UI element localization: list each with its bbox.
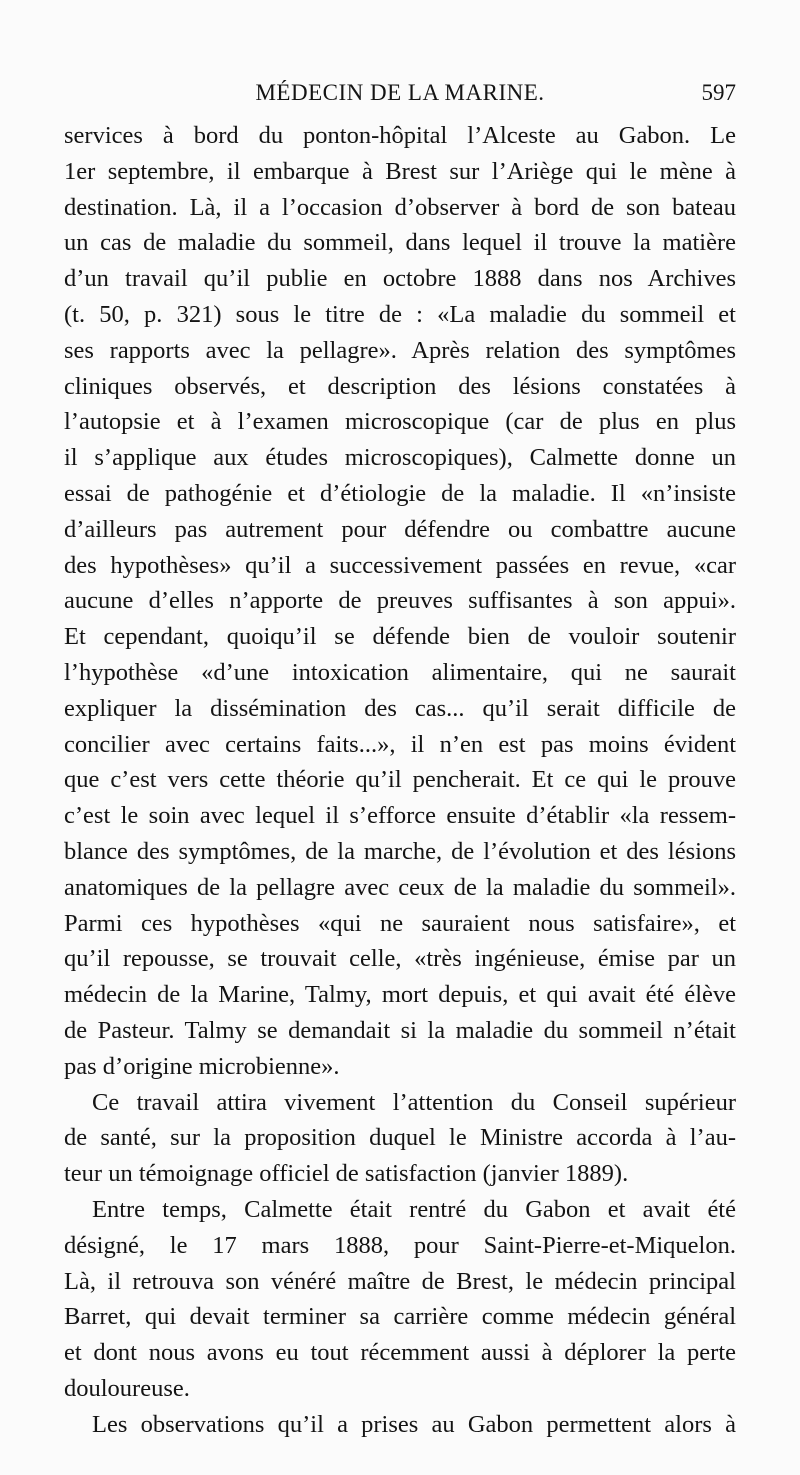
- text-line: désigné, le 17 mars 1888, pour Saint-Pierre-et-Miquelon.: [64, 1231, 736, 1259]
- text-line: Ce travail attira vivement l’attention du Conseil supérieur: [92, 1088, 736, 1116]
- running-title: MÉDECIN DE LA MARINE.: [255, 80, 545, 105]
- text-line: pas d’origine microbienne».: [64, 1052, 340, 1080]
- text-line: 1er septembre, il embarque à Brest sur l’Ariège qui le mène à: [64, 157, 736, 185]
- text-line: Barret, qui devait terminer sa carrière comme médecin général: [64, 1303, 736, 1331]
- text-line: il s’applique aux études microscopiques), Calmette donne un: [64, 444, 736, 472]
- text-line: blance des symptômes, de la marche, de l’évolution et des lésions: [64, 837, 736, 865]
- text-line: de Pasteur. Talmy se demandait si la maladie du sommeil n’était: [64, 1016, 736, 1044]
- text-line: expliquer la dissémination des cas... qu’il serait difficile de: [64, 694, 736, 722]
- text-line: teur un témoignage officiel de satisfaction (janvier 1889).: [64, 1160, 629, 1188]
- body-text: [64, 118, 736, 1442]
- text-line: Là, il retrouva son vénéré maître de Brest, le médecin principal: [64, 1267, 736, 1295]
- page-number: 597: [701, 80, 736, 105]
- text-line: douloureuse.: [64, 1374, 190, 1402]
- page-header: [64, 80, 736, 114]
- text-line: des hypothèses» qu’il a successivement passées en revue, «car: [64, 551, 736, 579]
- text-line: anatomiques de la pellagre avec ceux de la maladie du sommeil».: [64, 873, 736, 901]
- text-line: Les observations qu’il a prises au Gabon permettent alors à: [92, 1410, 736, 1438]
- text-line: que c’est vers cette théorie qu’il pencherait. Et ce qui le prouve: [64, 766, 736, 794]
- text-line: Et cependant, quoiqu’il se défende bien de vouloir soutenir: [64, 623, 736, 651]
- text-line: ses rapports avec la pellagre». Après relation des symptômes: [64, 336, 736, 364]
- text-line: l’hypothèse «d’une intoxication alimentaire, qui ne saurait: [64, 658, 736, 686]
- text-line: d’ailleurs pas autrement pour défendre ou combattre aucune: [64, 515, 736, 543]
- text-line: concilier avec certains faits...», il n’en est pas moins évident: [64, 730, 736, 758]
- text-line: l’autopsie et à l’examen microscopique (car de plus en plus: [64, 408, 736, 436]
- text-line: essai de pathogénie et d’étiologie de la maladie. Il «n’insiste: [64, 479, 736, 507]
- text-line: Entre temps, Calmette était rentré du Gabon et avait été: [92, 1195, 736, 1223]
- text-line: de santé, sur la proposition duquel le Ministre accorda à l’au-: [64, 1124, 736, 1152]
- text-line: cliniques observés, et description des lésions constatées à: [64, 372, 736, 400]
- text-line: qu’il repousse, se trouvait celle, «très ingénieuse, émise par un: [64, 945, 736, 973]
- text-line: et dont nous avons eu tout récemment aussi à déplorer la perte: [64, 1339, 736, 1367]
- text-line: médecin de la Marine, Talmy, mort depuis, et qui avait été élève: [64, 981, 736, 1009]
- text-line: aucune d’elles n’apporte de preuves suffisantes à son appui».: [64, 587, 736, 615]
- text-line: destination. Là, il a l’occasion d’observer à bord de son bateau: [64, 193, 736, 221]
- text-line: un cas de maladie du sommeil, dans lequel il trouve la matière: [64, 229, 736, 257]
- text-line: services à bord du ponton-hôpital l’Alceste au Gabon. Le: [64, 122, 736, 149]
- text-line: c’est le soin avec lequel il s’efforce ensuite d’établir «la ressem-: [64, 802, 736, 830]
- text-line: (t. 50, p. 321) sous le titre de : «La maladie du sommeil et: [64, 300, 736, 328]
- text-line: Parmi ces hypothèses «qui ne sauraient nous satisfaire», et: [64, 909, 736, 937]
- text-line: d’un travail qu’il publie en octobre 1888 dans nos Archives: [64, 265, 736, 293]
